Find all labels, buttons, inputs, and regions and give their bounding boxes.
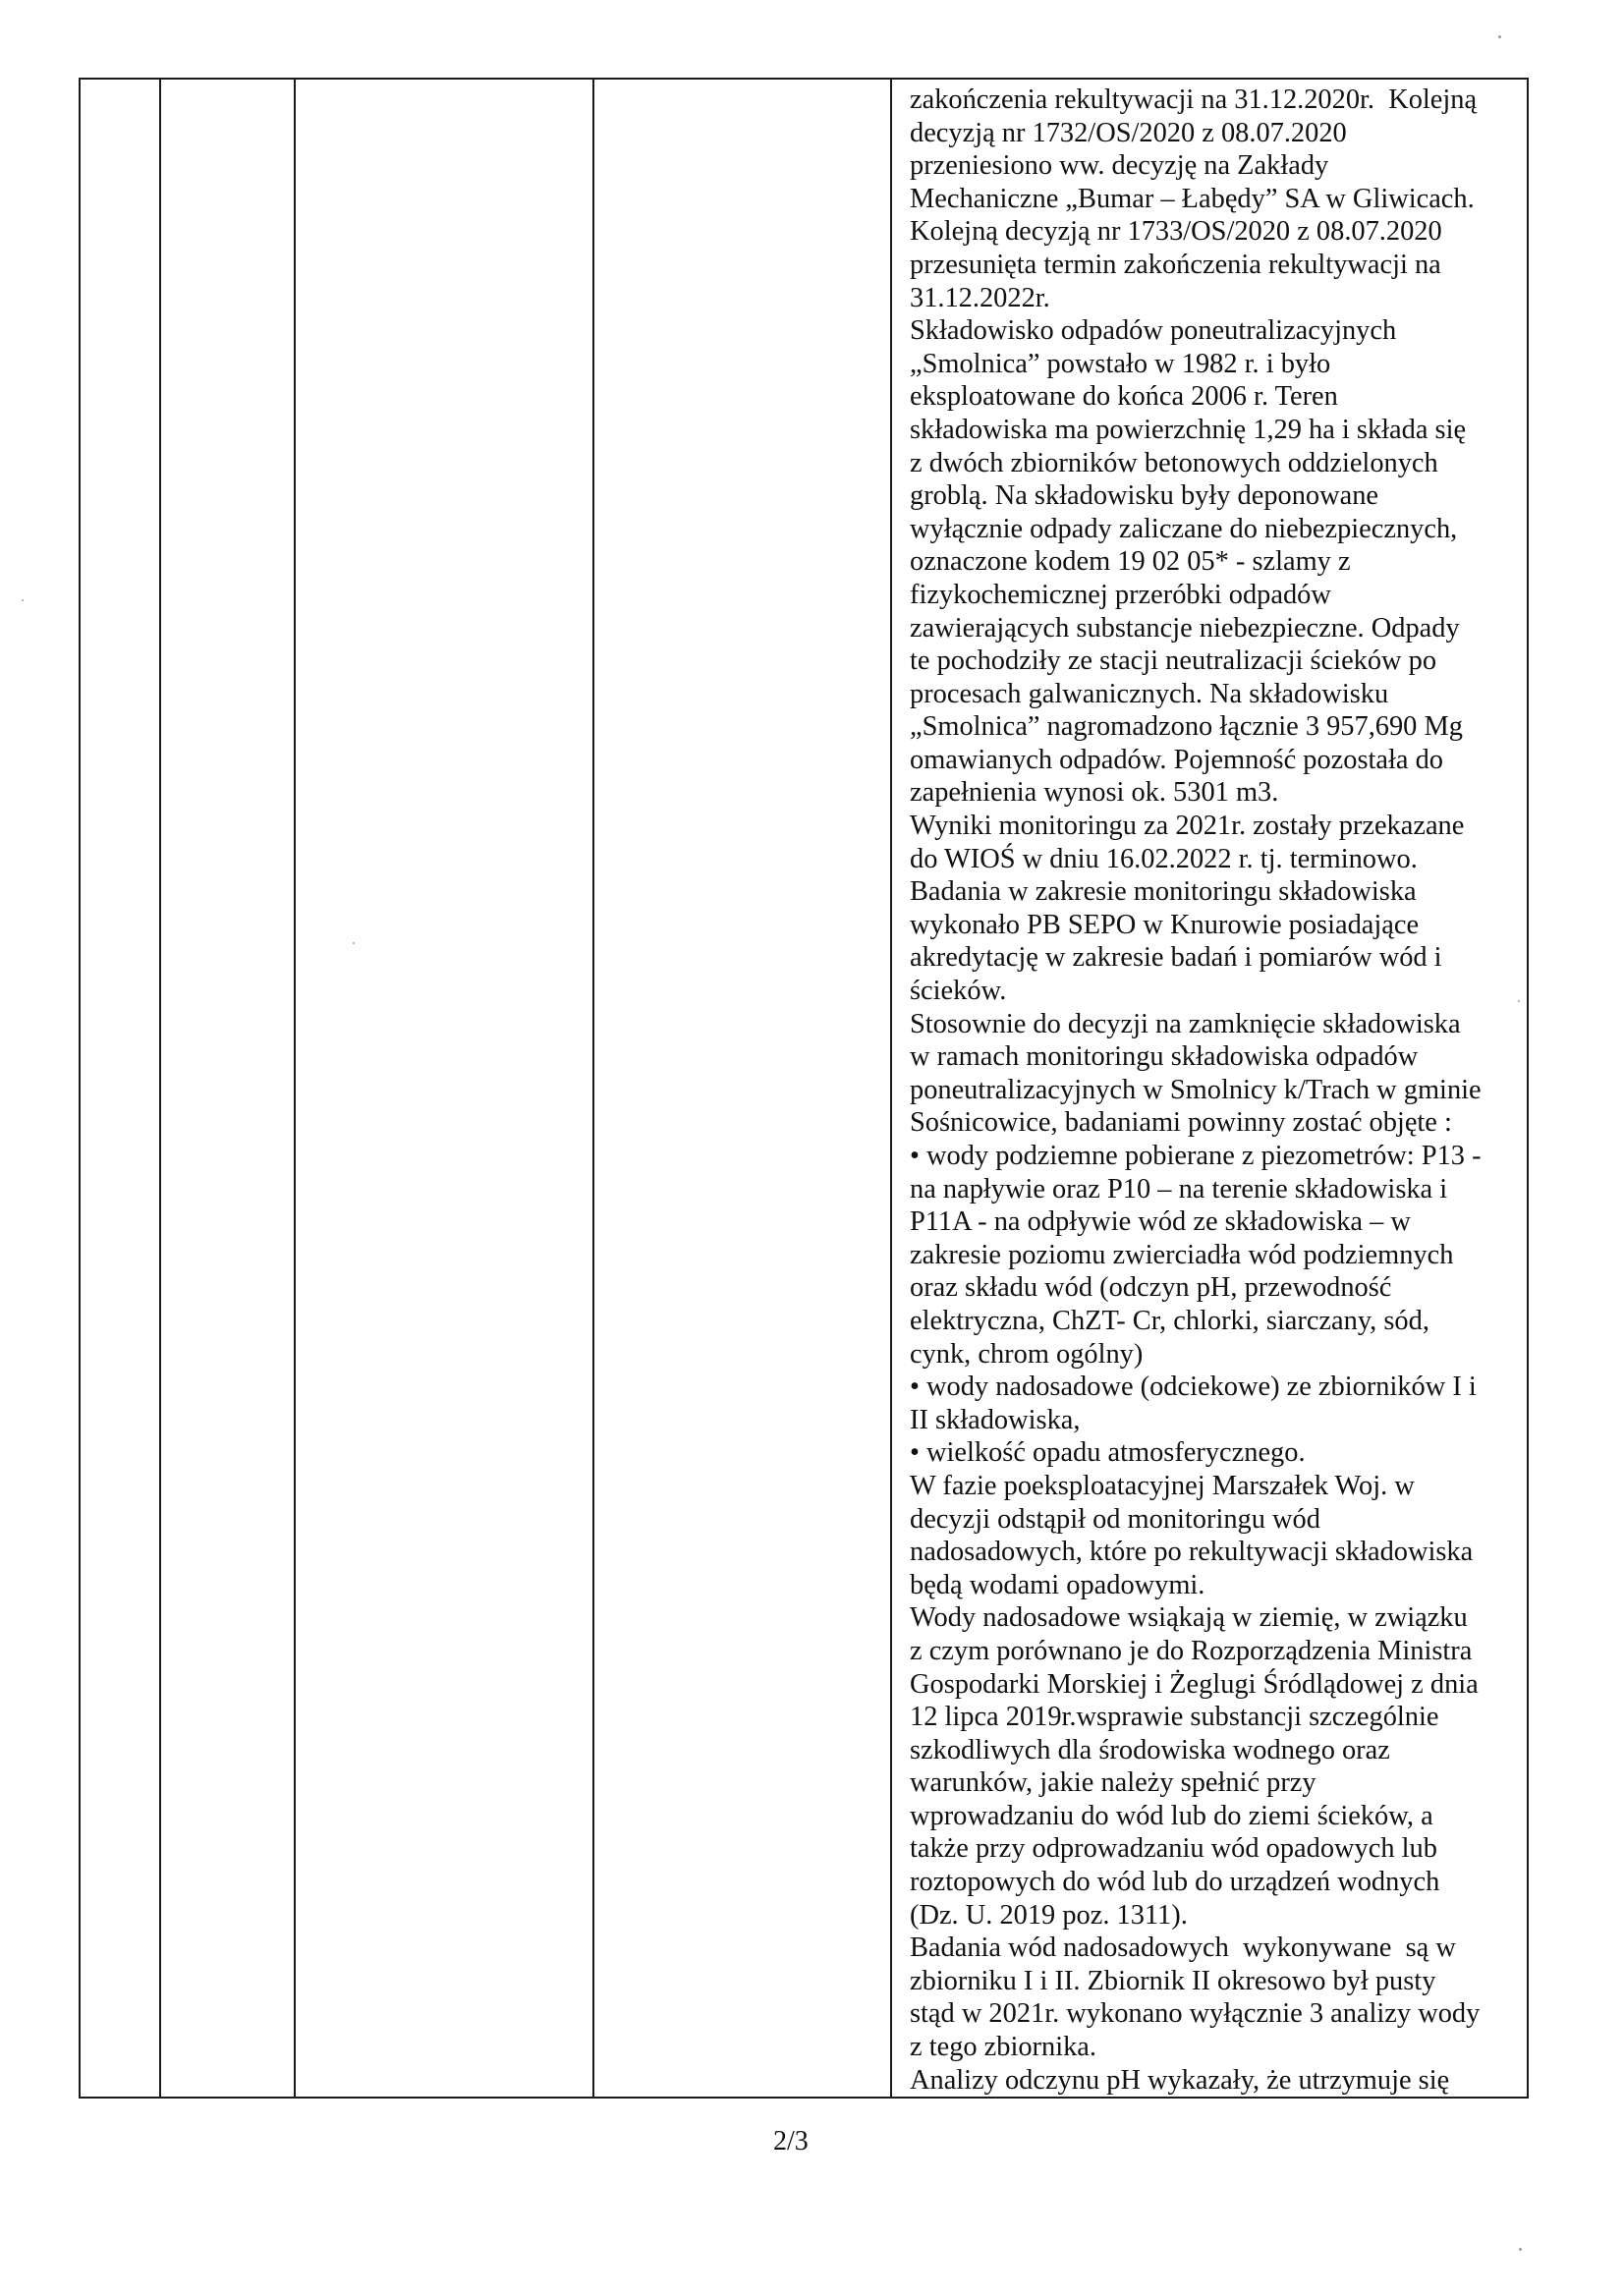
text-line: zakończenia rekultywacji na 31.12.2020r. Kolejną [910, 84, 1478, 115]
text-line: Badania wód nadosadowych wykonywane są w [910, 1932, 1456, 1964]
text-line: akredytację w zakresie badań i pomiarów wód i [910, 942, 1442, 974]
page-number: 2/3 [773, 2126, 809, 2156]
text-line: P11A - na odpływie wód ze składowiska – w [910, 1206, 1411, 1238]
description-text [910, 84, 1519, 2097]
text-line: wykonało PB SEPO w Knurowie posiadające [910, 909, 1420, 940]
text-line: poneutralizacyjnych w Smolnicy k/Trach w gminie [910, 1074, 1482, 1105]
text-line: Wyniki monitoringu za 2021r. zostały przekazane [910, 811, 1465, 842]
text-line: z czym porównano je do Rozporządzenia Ministra [910, 1635, 1473, 1666]
text-line: Składowisko odpadów poneutralizacyjnych [910, 315, 1397, 347]
text-line: z tego zbiornika. [910, 2032, 1096, 2063]
table-cell-col-2 [160, 79, 295, 2098]
report-table [79, 78, 1529, 2099]
text-line: w ramach monitoringu składowiska odpadów [910, 1041, 1419, 1073]
text-line: • wody nadosadowe (odciekowe) ze zbiorników I i [910, 1372, 1477, 1403]
table-cell-col-1 [80, 79, 160, 2098]
table-cell-col-4 [593, 79, 891, 2098]
text-line: 31.12.2022r. [910, 282, 1050, 313]
text-line: procesach galwanicznych. Na składowisku [910, 678, 1389, 709]
text-line: Stosownie do decyzji na zamknięcie składowiska [910, 1008, 1461, 1039]
table-cell-col-3 [295, 79, 593, 2098]
table-cell-description [891, 79, 1528, 2098]
text-line: zawierających substancje niebezpieczne. Odpady [910, 612, 1460, 644]
text-line: nadosadowych, które po rekultywacji składowiska [910, 1537, 1474, 1568]
text-line: te pochodziły ze stacji neutralizacji ścieków po [910, 645, 1437, 677]
text-line: przesunięta termin zakończenia rekultywacji na [910, 249, 1441, 280]
table-row [80, 79, 1528, 2098]
scan-speck [1498, 35, 1501, 38]
text-line: ścieków. [910, 976, 1007, 1007]
text-line: „Smolnica” nagromadzono łącznie 3 957,690 Mg [910, 711, 1463, 743]
text-line: elektryczna, ChZT- Cr, chlorki, siarczany, sód, [910, 1305, 1429, 1336]
scan-speck [353, 942, 355, 944]
text-line: II składowiska, [910, 1404, 1081, 1435]
text-line: stąd w 2021r. wykonano wyłącznie 3 analizy wody [910, 1998, 1481, 2030]
text-line: wyłącznie odpady zaliczane do niebezpiecznych, [910, 513, 1458, 544]
text-line: na napływie oraz P10 – na terenie składowiska i [910, 1173, 1448, 1204]
text-line: do WIOŚ w dniu 16.02.2022 r. tj. terminowo. [910, 843, 1418, 874]
text-line: Kolejną decyzją nr 1733/OS/2020 z 08.07.2020 [910, 216, 1442, 248]
text-line: zakresie poziomu zwierciadła wód podziemnych [910, 1239, 1454, 1270]
text-line: (Dz. U. 2019 poz. 1311). [910, 1899, 1188, 1931]
text-line: Badania w zakresie monitoringu składowiska [910, 876, 1417, 908]
text-line: zapełnienia wynosi ok. 5301 m3. [910, 777, 1279, 809]
text-line: decyzji odstąpił od monitoringu wód [910, 1503, 1320, 1535]
text-line: roztopowych do wód lub do urządzeń wodnych [910, 1867, 1440, 1898]
text-line: oznaczone kodem 19 02 05* - szlamy z [910, 546, 1351, 578]
text-line: Analizy odczynu pH wykazały, że utrzymuje się [910, 2064, 1450, 2096]
text-line: szkodliwych dla środowiska wodnego oraz [910, 1734, 1390, 1765]
text-line: warunków, jakie należy spełnić przy [910, 1767, 1316, 1799]
text-line: cynk, chrom ogólny) [910, 1338, 1144, 1370]
text-line: • wielkość opadu atmosferycznego. [910, 1437, 1306, 1469]
text-line: 12 lipca 2019r.wsprawie substancji szczególnie [910, 1702, 1439, 1733]
text-line: „Smolnica” powstało w 1982 r. i było [910, 348, 1331, 379]
scan-speck [1519, 2248, 1522, 2251]
text-line: decyzją nr 1732/OS/2020 z 08.07.2020 [910, 117, 1347, 148]
scan-speck [1518, 1000, 1520, 1002]
text-line: składowiska ma powierzchnię 1,29 ha i składa się [910, 414, 1467, 445]
text-line: groblą. Na składowisku były deponowane [910, 480, 1379, 512]
text-line: przeniesiono ww. decyzję na Zakłady [910, 150, 1329, 182]
text-line: Sośnicowice, badaniami powinny zostać objęte : [910, 1107, 1452, 1139]
text-line: wprowadzaniu do wód lub do ziemi ścieków, a [910, 1800, 1433, 1831]
text-line: eksploatowane do końca 2006 r. Teren [910, 381, 1338, 413]
scan-speck [22, 599, 24, 601]
text-line: zbiorniku I i II. Zbiornik II okresowo był pusty [910, 1965, 1436, 1996]
text-line: Wody nadosadowe wsiąkają w ziemię, w związku [910, 1602, 1468, 1634]
text-line: Mechaniczne „Bumar – Łabędy” SA w Gliwicach. [910, 183, 1475, 214]
text-line: Gospodarki Morskiej i Żeglugi Śródlądowej z dnia [910, 1668, 1479, 1700]
text-line: • wody podziemne pobierane z piezometrów: P13 - [910, 1141, 1482, 1171]
text-line: omawianych odpadów. Pojemność pozostała do [910, 744, 1443, 775]
text-line: oraz składu wód (odczyn pH, przewodność [910, 1272, 1392, 1304]
text-line: fizykochemicznej przeróbki odpadów [910, 579, 1331, 610]
text-line: także przy odprowadzaniu wód opadowych lub [910, 1833, 1437, 1865]
text-line: będą wodami opadowymi. [910, 1569, 1205, 1600]
text-line: W fazie poeksploatacyjnej Marszałek Woj. w [910, 1470, 1415, 1501]
text-line: z dwóch zbiorników betonowych oddzielonych [910, 447, 1438, 478]
